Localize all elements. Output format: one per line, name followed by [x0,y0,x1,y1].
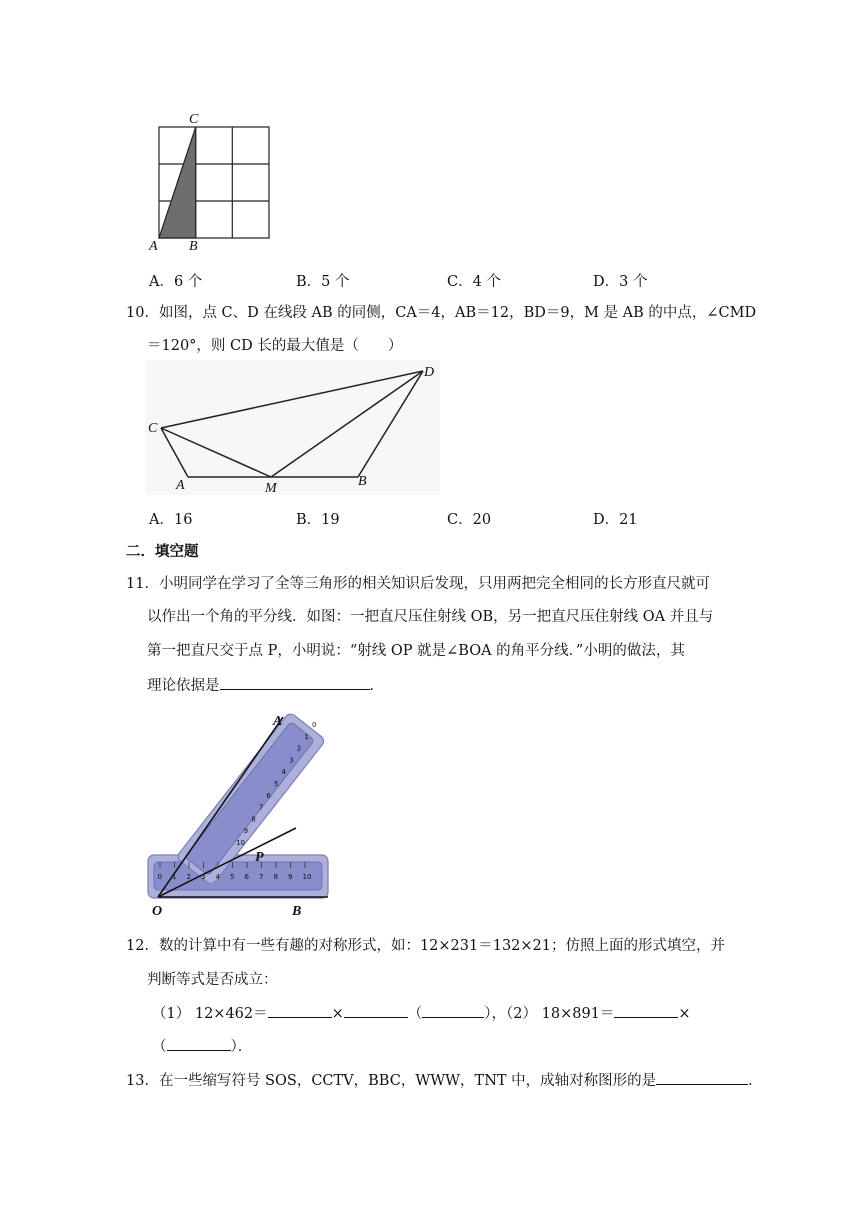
q10-label-c: C [148,421,158,436]
q10-line1: 10．如图，点 C、D 在线段 AB 的同侧，CA＝4，AB＝12，BD＝9，M 是 AB 的中点，∠CMD [126,305,757,321]
q11-label-p: P [255,850,264,865]
q10-option-c: C．20 [447,512,492,528]
ruler-tick-label: 4 [281,768,287,777]
q9-grid-figure [145,108,275,253]
ruler-tick-label: 7 [259,873,264,881]
q12-blank-5[interactable] [167,1036,231,1051]
ruler-tick-label: 9 [243,827,249,836]
ruler-tick-label: 2 [186,873,191,881]
q10-option-b: B．19 [296,512,340,528]
ruler-tick-label: 3 [201,873,206,881]
q12-line1: 12．数的计算中有一些有趣的对称形式，如：12×231＝132×21；仿照上面的形式填空，并 [126,938,725,954]
q11-label-b: B [292,904,302,919]
q11-line3: 第一把直尺交于点 P，小明说：“射线 OP 就是∠BOA 的角平分线．”小明的做法，其 [147,643,685,659]
section-title: 二．填空题 [126,544,199,560]
q12-blank-1[interactable] [268,1003,332,1018]
ruler-tick-label: 0 [312,721,317,729]
q10-label-d: D [424,365,435,380]
ruler-tick-label: 4 [215,873,220,881]
label-b: B [189,239,198,253]
q11-answer-blank[interactable] [220,675,370,690]
q12-line2: 判断等式是否成立： [147,972,278,988]
ruler-tick-label: 7 [258,803,264,812]
q11-line4-prefix: 理论依据是 [147,678,220,694]
q12-tail-close: ）． [230,1039,253,1055]
ruler-tick-label: 8 [251,815,256,824]
q12-line3 [152,1003,691,1024]
q12-line4 [152,1036,252,1057]
ruler-tick-label: 9 [288,873,293,881]
q12-tail-times: × [678,1006,691,1022]
q13-answer-blank[interactable] [656,1070,748,1085]
q10-option-d: D．21 [593,512,638,528]
ruler-tick-label: 5 [230,873,235,881]
ruler-tick-label: 5 [274,780,279,788]
q11-ruler-figure [140,705,340,920]
q11-label-a: A [273,714,283,729]
q13-text: 13．在一些缩写符号 SOS，CCTV，BBC，WWW，TNT 中，成轴对称图形的是 [126,1073,657,1089]
ruler-tick-label: 1 [172,873,177,881]
q12-paren-open: （ [407,1006,423,1022]
ruler-tick-label: 0 [157,873,162,881]
q9-option-b: B．5 个 [296,274,350,290]
q12-tail-open: （ [152,1039,167,1055]
q13-line1 [126,1070,763,1091]
q10-figure [145,360,440,495]
q11-line4-suffix: ． [369,678,384,694]
q12-p1-label: （1） [152,1006,191,1022]
q12-paren-close: ）， [484,1006,507,1022]
label-c: C [189,112,199,127]
q12-blank-3[interactable] [422,1003,484,1018]
q9-option-c: C．4 个 [447,274,501,290]
q12-blank-2[interactable] [344,1003,408,1018]
q9-option-a: A．6 个 [149,274,203,290]
ruler-tick-label: 8 [273,873,278,881]
q12-p2-expr: 18×891＝ [541,1006,615,1022]
ruler-tick-label: 10 [236,839,245,847]
q12-blank-4[interactable] [614,1003,678,1018]
q12-p1-expr: 12×462＝ [194,1006,268,1022]
ruler-tick-label: 2 [296,744,302,753]
q12-times: × [331,1006,344,1022]
ruler-tick-label: 6 [266,791,271,800]
q10-option-a: A．16 [149,512,193,528]
label-a: A [149,239,158,253]
ruler-tick-label: 3 [289,756,294,765]
q11-line1: 11．小明同学在学习了全等三角形的相关知识后发现，只用两把完全相同的长方形直尺就可 [126,576,710,592]
ruler-tick-label: 6 [244,873,249,881]
q11-label-o: O [152,904,163,919]
shaded-triangle [159,127,196,238]
ruler-tick-label: 1 [304,732,309,741]
q10-label-m: M [265,481,277,495]
q11-line2: 以作出一个角的平分线．如图：一把直尺压住射线 OB，另一把直尺压住射线 OA 并且与 [147,609,714,625]
q10-label-a: A [176,478,185,493]
q13-suffix: ． [748,1073,763,1089]
q11-line4 [147,675,384,696]
ruler-tick-label: 10 [302,873,312,881]
q10-line2: ＝120°，则 CD 长的最大值是（ ） [147,338,403,354]
q10-label-b: B [358,474,367,489]
q12-p2-label: （2） [506,1006,538,1022]
q9-option-d: D．3 个 [593,274,648,290]
